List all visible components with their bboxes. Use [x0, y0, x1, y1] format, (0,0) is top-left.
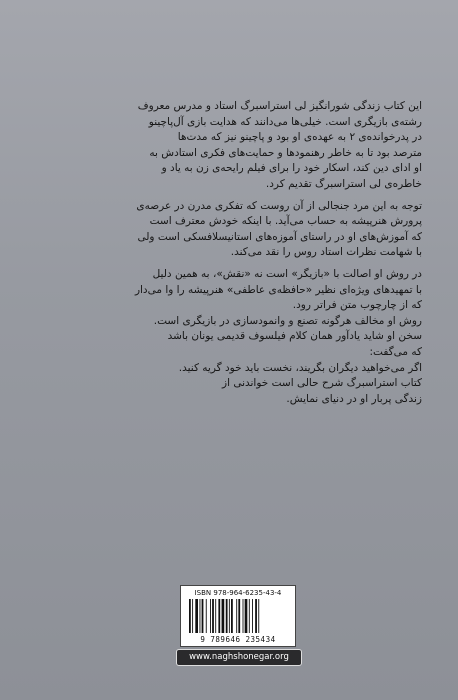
blurb-line: که از چارچوب متن فراتر رود.: [292, 299, 422, 312]
barcode-digits: 9 789646 235434: [200, 635, 276, 644]
blurb-line: اگر می‌خواهید دیگران بگریند، نخست باید خود گریه کنید.: [178, 361, 422, 374]
blurb-line: توجه به این مرد جنجالی از آن روست که تفکری مدرن در عرصه‌ی: [136, 199, 422, 212]
blurb-line: با شهامت نظرات استاد روس را نقد می‌کند.: [230, 246, 422, 259]
blurb-line: در پدرخوانده‌ی ۲ به عهده‌ی او بود و پاچینو نیز که مدت‌ها: [177, 131, 422, 144]
blurb-line: در روش او اصالت با «بازیگر» است نه «نقش»، به همین دلیل: [152, 267, 422, 280]
blurb-line: رشته‌ی بازیگری است. خیلی‌ها می‌دانند که هدایت بازی آل‌پاچینو: [148, 115, 422, 128]
blurb-line: با تمهیدهای ویژه‌ای نظیر «حافظه‌ی عاطفی» هنرپیشه را وا می‌دار: [134, 283, 422, 296]
barcode-label: [180, 585, 296, 647]
back-cover-blurb: [42, 99, 422, 410]
blurb-line: پرورش هنرپیشه به حساب می‌آید. با اینکه خودش معترف است: [149, 215, 422, 228]
blurb-line: کتاب استراسبرگ شرح حالی است خواندنی از: [222, 377, 422, 390]
barcode-icon: [189, 599, 287, 633]
blurb-line: سخن او شاید یادآور همان کلام فیلسوف قدیمی یونان باشد: [167, 330, 422, 343]
blurb-line: روش او مخالف هرگونه تصنع و وانمودسازی در بازیگری است.: [153, 314, 422, 327]
blurb-line: او ادای دین کند، اسکار خود را برای فیلم رایحه‌ی زن به یاد و: [161, 162, 422, 175]
blurb-paragraph: [42, 99, 422, 193]
publisher-website: www.naghshonegar.org: [176, 649, 302, 666]
blurb-paragraph: [42, 267, 422, 407]
blurb-line: که می‌گفت:: [369, 345, 422, 358]
blurb-line: این کتاب زندگی شورانگیز لی استراسبرگ استاد و مدرس معروف: [137, 100, 422, 112]
blurb-line: خاطره‌ی لی استراسبرگ تقدیم کرد.: [265, 177, 422, 190]
blurb-line: مترصد بود تا به خاطر رهنمودها و حمایت‌های فکری استادش به: [149, 146, 422, 159]
blurb-paragraph: [42, 199, 422, 261]
isbn-text: ISBN 978-964-6235-43-4: [194, 589, 282, 597]
blurb-line: که آموزش‌های او در راستای آموزه‌های استانیسلافسکی است ولی: [137, 230, 422, 243]
blurb-line: زندگی پربار او در دنیای نمایش.: [286, 392, 422, 405]
